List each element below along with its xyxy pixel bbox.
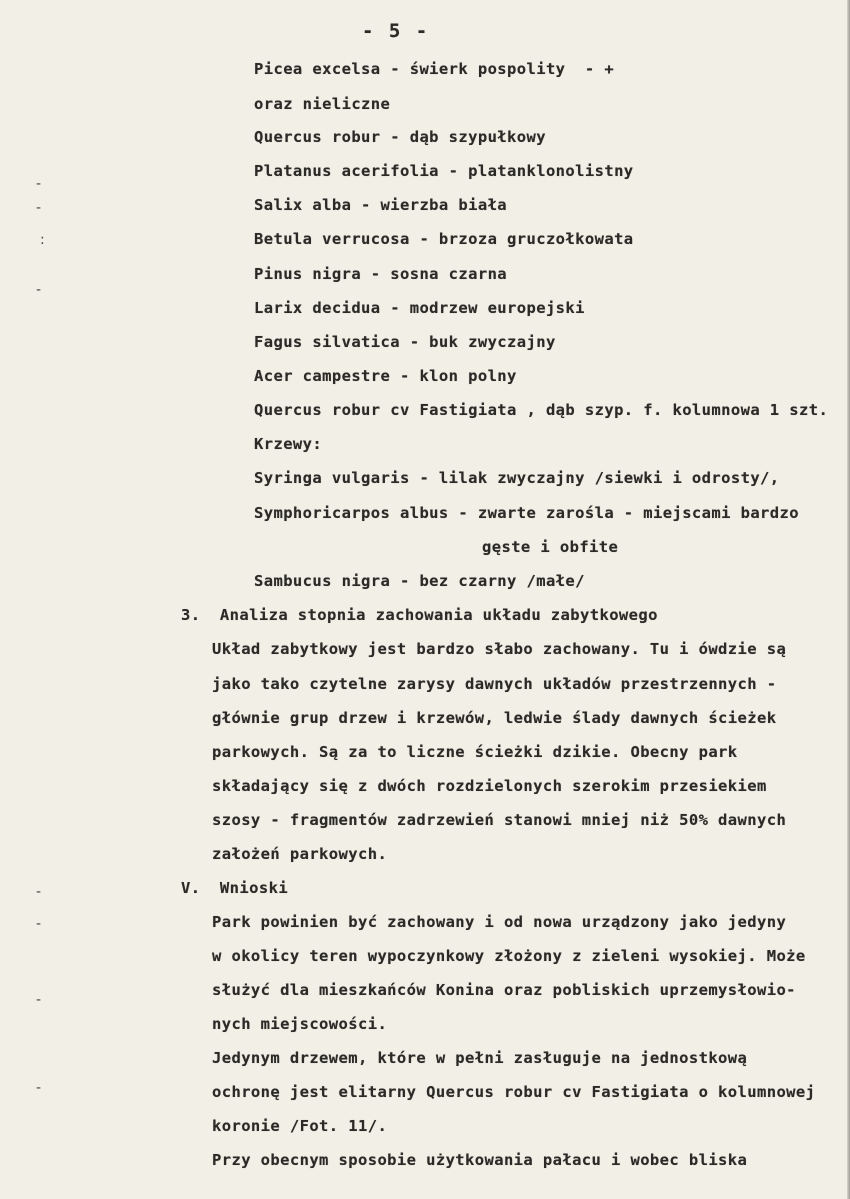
margin-mark: -: [36, 176, 42, 192]
text-line: Pinus nigra - sosna czarna: [254, 265, 508, 283]
text-line: Symphoricarpos albus - zwarte zarośla - miejscami bardzo: [254, 504, 799, 522]
text-line: Salix alba - wierzba biała: [254, 196, 508, 214]
text-line: oraz nieliczne: [254, 95, 391, 113]
text-line: Quercus robur - dąb szypułkowy: [254, 128, 546, 146]
text-line: założeń parkowych.: [212, 845, 388, 863]
text-line: Układ zabytkowy jest bardzo słabo zachowany. Tu i ówdzie są: [212, 640, 787, 658]
text-line: głównie grup drzew i krzewów, ledwie ślady dawnych ścieżek: [212, 709, 777, 727]
text-line: Krzewy:: [254, 435, 323, 453]
section-heading: V. Wnioski: [181, 879, 289, 897]
text-line: służyć dla mieszkańców Konina oraz pobliskich uprzemysłowio-: [212, 981, 796, 999]
text-line: gęste i obfite: [482, 538, 619, 556]
text-line: jako tako czytelne zarysy dawnych układów przestrzennych -: [212, 675, 777, 693]
text-line: Jedynym drzewem, które w pełni zasługuje na jednostkową: [212, 1049, 748, 1067]
margin-mark: -: [36, 282, 42, 298]
margin-mark: -: [36, 992, 42, 1008]
text-line: parkowych. Są za to liczne ścieżki dzikie. Obecny park: [212, 743, 738, 761]
text-line: Sambucus nigra - bez czarny /małe/: [254, 572, 585, 590]
text-line: koronie /Fot. 11/.: [212, 1117, 388, 1135]
section-heading: 3. Analiza stopnia zachowania układu zabytkowego: [181, 606, 658, 624]
page-number: - 5 -: [362, 20, 430, 42]
text-line: Syringa vulgaris - lilak zwyczajny /siewki i odrosty/,: [254, 469, 780, 487]
text-line: Platanus acerifolia - platanklonolistny: [254, 162, 634, 180]
text-line: Picea excelsa - świerk pospolity - +: [254, 60, 615, 78]
text-line: w okolicy teren wypoczynkowy złożony z zieleni wysokiej. Może: [212, 947, 806, 965]
margin-mark: :: [40, 232, 45, 248]
margin-mark: -: [36, 884, 42, 900]
text-line: Betula verrucosa - brzoza gruczołkowata: [254, 230, 634, 248]
text-line: Park powinien być zachowany i od nowa urządzony jako jedyny: [212, 913, 787, 931]
text-line: Larix decidua - modrzew europejski: [254, 299, 585, 317]
text-line: Quercus robur cv Fastigiata , dąb szyp. f. kolumnowa 1 szt.: [254, 401, 829, 419]
margin-mark: -: [36, 200, 42, 216]
margin-mark: -: [36, 916, 42, 932]
text-line: Przy obecnym sposobie użytkowania pałacu i wobec bliska: [212, 1151, 748, 1169]
text-line: szosy - fragmentów zadrzewień stanowi mniej niż 50% dawnych: [212, 811, 787, 829]
text-line: ochronę jest elitarny Quercus robur cv Fastigiata o kolumnowej: [212, 1083, 816, 1101]
text-line: Acer campestre - klon polny: [254, 367, 517, 385]
text-line: nych miejscowości.: [212, 1015, 388, 1033]
margin-mark: -: [36, 1080, 42, 1096]
text-line: Fagus silvatica - buk zwyczajny: [254, 333, 556, 351]
text-line: składający się z dwóch rozdzielonych szerokim przesiekiem: [212, 777, 767, 795]
